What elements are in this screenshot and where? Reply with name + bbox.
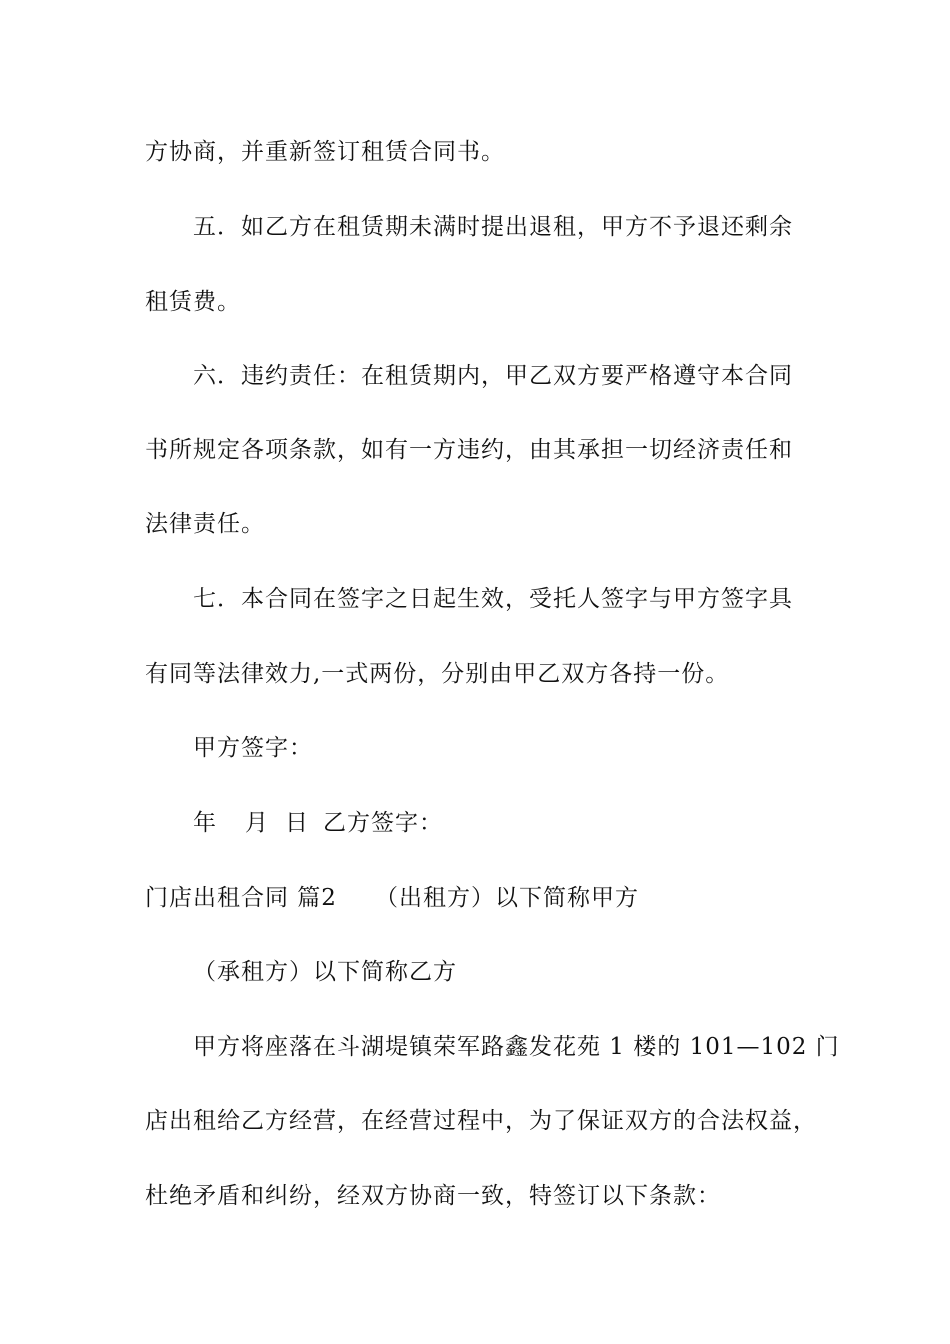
paragraph-line: 租赁费。 [145,289,241,315]
day-label: 日 [285,810,309,836]
paragraph-line: 店出租给乙方经营，在经营过程中，为了保证双方的合法权益， [145,1108,817,1134]
paragraph-line: 方协商，并重新签订租赁合同书。 [145,139,505,165]
lessee-label: （承租方）以下简称乙方 [193,959,457,985]
paragraph-line: 有同等法律效力,一式两份，分别由甲乙双方各持一份。 [145,661,730,687]
clause-six-line: 六．违约责任：在租赁期内，甲乙双方要严格遵守本合同 [193,363,793,389]
paragraph-line: 法律责任。 [145,511,265,537]
paragraph-line: 书所规定各项条款，如有一方违约，由其承担一切经济责任和 [145,437,793,463]
paragraph-line: 杜绝矛盾和纠纷，经双方协商一致，特签订以下条款： [145,1183,721,1209]
clause-seven-line: 七．本合同在签字之日起生效，受托人签字与甲方签字具 [193,586,793,612]
paragraph-line: 甲方将座落在斗湖堤镇荣军路鑫发花苑 1 楼的 101—102 门 [193,1034,840,1060]
section-title: 门店出租合同 篇2 [145,885,337,911]
lessor-label: （出租方）以下简称甲方 [374,885,639,911]
party-b-signature-label: 乙方签字： [323,810,443,836]
date-signature-line [193,808,443,838]
clause-five-line: 五．如乙方在租赁期未满时提出退租，甲方不予退还剩余 [193,214,793,240]
party-a-signature-label: 甲方签字： [193,735,313,761]
year-label: 年 [193,810,217,836]
month-label: 月 [245,810,269,836]
section-heading-line [145,883,639,913]
